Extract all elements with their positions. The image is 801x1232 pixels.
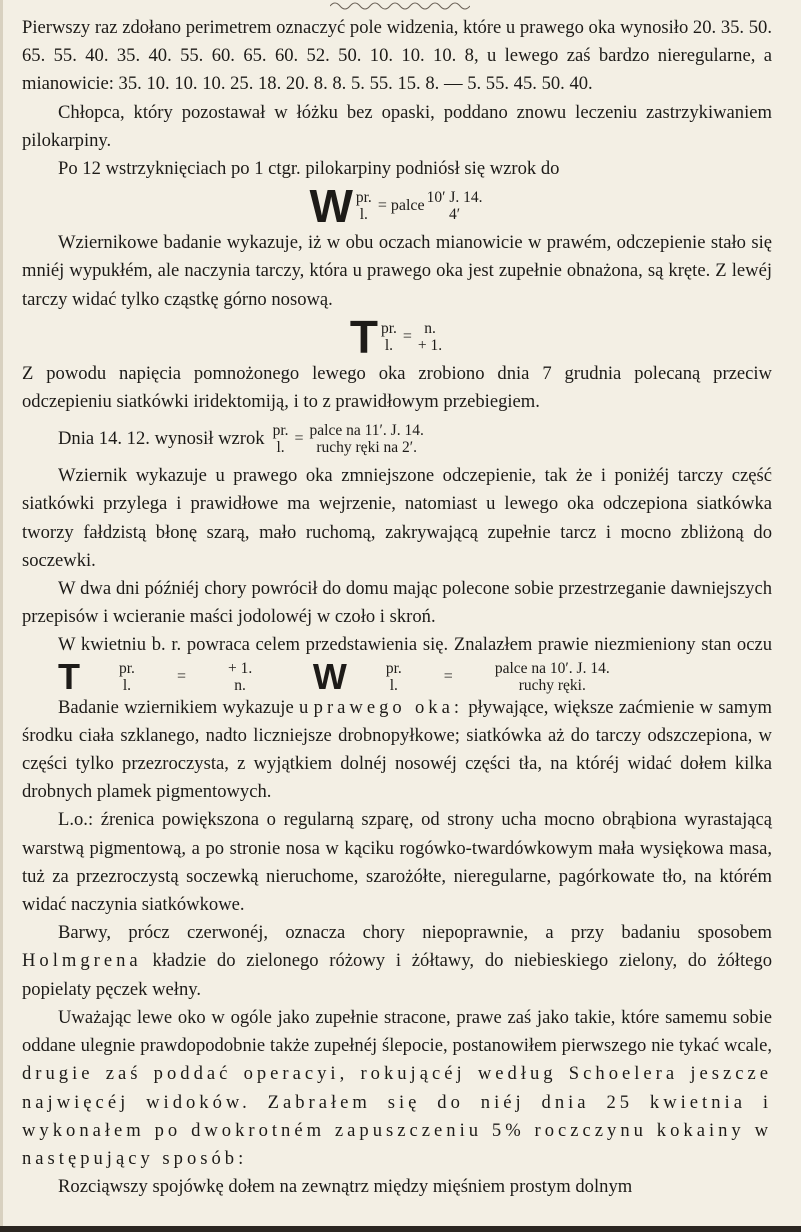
page-bottom-rule xyxy=(0,1226,801,1232)
fraction-eyes: pr. l. xyxy=(355,189,372,224)
spaced-name: Holmgrena xyxy=(22,950,142,972)
fraction-values: 10′ J. 14. 4′ xyxy=(426,189,483,224)
paragraph-treatment: Chłopca, który pozostawał w łóżku bez opaski, poddano znowu leczeniu zastrzykiwaniem pilokarpiny. xyxy=(22,101,772,151)
formula-tension-2: T pr. l. = + 1. n. xyxy=(58,655,253,697)
fraction-values: palce na 11′. J. 14. ruchy ręki na 2′. xyxy=(309,422,424,457)
fraction-values: n. + 1. xyxy=(417,319,443,354)
paragraph-left-eye: L.o.: źrenica powiększona o regularną szparę, od strony ucha mocno obrąbiona wyrastającą warstwą pigmentową, a po stronie nosa w kąciku rogówko-twardówkowym mała wysiękowa masa, tuż za przezroczystą soczewką nieruchome, szarożółte, nieregularne, pagórkowate tło, na którém widać naczynia siatkówkowe. xyxy=(22,809,772,916)
formula-line-dec14 xyxy=(22,416,772,462)
paragraph-return-home: W dwa dni późniéj chory powrócił do domu mając polecone sobie przestrzeganie dawniejszych przepisów i wcieranie maści jodolowéj w czoło i skroń. xyxy=(22,578,772,628)
fraction-eyes: pr. l. xyxy=(380,319,397,354)
paragraph-colors: Barwy, prócz czerwonéj, oznacza chory niepoprawnie, a przy badaniu sposobem Holmgrena kładzie do zielonego różowy i żółtawy, do niebieskiego zielony, do żółtego popielaty pęczek wełny. xyxy=(22,922,772,1000)
fraction-eyes: pr. l. xyxy=(272,422,289,457)
paragraph-april: W kwietniu b. r. powraca celem przedstawienia się. Znalazłem prawie niezmieniony stan oczu T pr. l. = + 1. n. W pr. l. = palce na 10′. J. 14. ruchy ręki. xyxy=(22,631,772,693)
formula-tension-1 xyxy=(22,310,772,363)
paragraph-iridectomy: Z powodu napięcia pomnożonego lewego oka zrobiono dnia 7 grudnia polecaną przeciw odczepieniu siatkówki iridektomiją, i to z prawidłowym przebiegiem. xyxy=(22,362,772,413)
spaced-emphasis: drugie zaś poddać operacyi, rokującéj według Schoelera jeszcze najwięcéj widoków. Zabrałem się do niéj dnia 25 kwietnia i wykonałem po dwokrotném zapuszczeniu 5% roczczynu kokainy w następujący sposób: xyxy=(22,1063,772,1169)
paragraph-detachment: Wziernik wykazuje u prawego oka zmniejszone odczepienie, tak że i poniżéj tarczy część siatkówki przylega i prawidłowe ma wejrzenie, natomiast u lewego oka odczepiona siatkówka tworzy fałdzistą błonę szarą, mało ruchomą, zakrywającą zupełnie tarcz i mocno zbliżoną do soczewki. xyxy=(22,465,772,571)
paragraph-procedure: Rozciąwszy spojówkę dołem na zewnątrz między mięśniem prostym dolnym xyxy=(58,1176,633,1198)
equals-sign: = xyxy=(294,430,304,448)
paragraph-ophthalmoscopy: Wziernikowe badanie wykazuje, iż w obu oczach mianowicie w prawém, odczepienie stało się mniéj wypukłém, ale naczynia tarczy, która u prawego oka jest zupełnie obnażona, są kręte. Z lewéj tarczy widać tylko cząstkę górno nosową. xyxy=(22,232,772,310)
paragraph-right-eye: Badanie wziernikiem wykazuje u prawego oka: pływające, większe zaćmienie w samym środku ciała szklanego, nadto liczniejsze drobnopyłkowe; siatkówka aż do tarczy odszczepiona, w części tylko przezroczysta, z wyjątkiem dolnéj nosowéj części tła, na któréj widać dołem kilka drobnych plamek pigmentowych. xyxy=(22,696,772,803)
paragraph-injections: Po 12 wstrzyknięciach po 1 ctgr. pilokarpiny podniósł się wzrok do xyxy=(58,158,560,180)
equals-sign: = xyxy=(402,327,412,345)
formula-letter: W xyxy=(309,180,351,233)
line-text: Dnia 14. 12. wynosił wzrok xyxy=(58,428,265,450)
equals-sign: = xyxy=(377,197,387,215)
spaced-emphasis: prawego oka: xyxy=(313,696,464,718)
body-text xyxy=(22,14,772,1201)
formula-letter: T xyxy=(349,310,376,363)
formula-vision-2: W pr. l. = palce na 10′. J. 14. ruchy ręki. xyxy=(312,655,610,697)
page-edge xyxy=(0,0,3,1232)
paragraph-operation-decision: Uważając lewe oko w ogóle jako zupełnie stracone, prawe zaś jako takie, które samemu sobie oddane ulegnie prawdopodobnie także zupełnéj ślepocie, postanowiłem pierwszego nie tykać wcale, drugie zaś poddać operacyi, rokującéj według Schoelera jeszcze najwięcéj widoków. Zabrałem się do niéj dnia 25 kwietnia i wykonałem po dwokrotném zapuszczeniu 5% roczczynu kokainy w następujący sposób: xyxy=(22,1006,772,1169)
header-ornament xyxy=(330,0,470,10)
formula-word: palce xyxy=(390,197,425,215)
paragraph-visual-field: Pierwszy raz zdołano perimetrem oznaczyć pole widzenia, które u prawego oka wynosiło 20. 35. 50. 65. 55. 40. 35. 40. 55. 60. 65. 60. 52. 50. 10. 10. 10. 8, u lewego zaś bardzo nieregularne, a mianowicie: 35. 10. 10. 10. 25. 18. 20. 8. 8. 5. 55. 15. 8. — 5. 55. 45. 50. 40. xyxy=(22,17,772,95)
formula-vision-1 xyxy=(22,180,772,233)
